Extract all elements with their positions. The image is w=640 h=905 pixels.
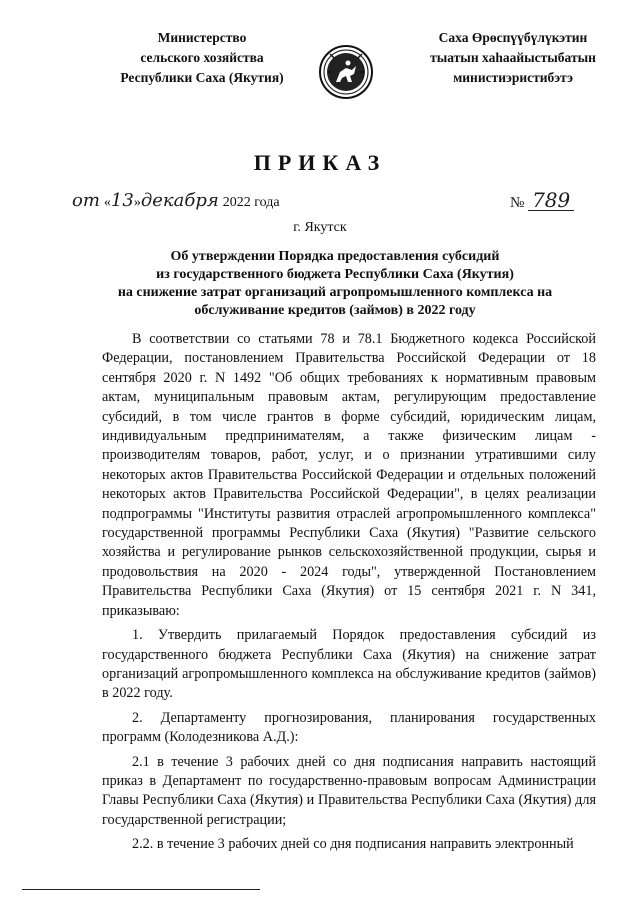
ministry-name-line: министиэристибэтэ [453, 70, 573, 85]
preamble-paragraph: В соответствии со статьями 78 и 78.1 Бюджетного кодекса Российской Федерации, постановлением Правительства Российской Федерации от 18 сентября 2020 г. N 1492 "Об общих требованиях к нормативным правовым актам, муниципальным правовым актам, регулирующим предоставление субсидий, в том числе грантов в форме субсидий, юридическим лицам, индивидуальным предпринимателям, а также физическим лицам - производителям товаров, работ, услуг, и о признании утратившими силу некоторых актов Правительства Российской Федерации и отдельных положений некоторых актов Правительства Российской Федерации", в целях реализации подпрограммы "Институты развития отраслей агропромышленного комплекса" государственной программы Республики Саха (Якутия) "Развитие сельского хозяйства и регулирование рынков сельскохозяйственной продукции, сырья и продовольствия на 2020 - 2024 годы", утвержденной Постановлением Правительства Республики Саха (Якутия) от 15 сентября 2021 г. N 341, приказываю: [102, 331, 596, 619]
order-body [102, 330, 596, 859]
order-number [510, 190, 574, 212]
republic-sakha-emblem-icon [318, 44, 374, 100]
clause-2-2-paragraph: 2.2. в течение 3 рабочих дней со дня подписания направить электронный [132, 836, 574, 853]
ministry-name-line: Министерство [157, 30, 247, 45]
ministry-name-yakut [402, 28, 624, 88]
clause-1-paragraph: 1. Утвердить прилагаемый Порядок предоставления субсидий из государственного бюджета Республики Саха (Якутия) на снижение затрат организаций агропромышленного комплекса на обслуживание кредитов (займов) в 2022 году. [102, 627, 596, 702]
clause-2-1-paragraph: 2.1 в течение 3 рабочих дней со дня подписания направить настоящий приказ в Департамент по государственно-правовым вопросам Администрации Главы Республики Саха (Якутия) и Правительства Республики Саха (Якутия) для государственной регистрации; [102, 753, 596, 828]
ministry-name-line: сельского хозяйства [140, 50, 264, 65]
city: г. Якутск [293, 220, 347, 235]
order-date [72, 190, 280, 211]
subject-line: Об утверждении Порядка предоставления субсидий [170, 249, 500, 264]
number-value: 789 [528, 190, 574, 211]
ministry-name-line: тыатын хаһаайыстыбатын [430, 50, 596, 65]
ministry-name-russian [102, 28, 302, 88]
document-title: ПРИКАЗ [253, 150, 387, 175]
order-subject [100, 248, 570, 320]
date-month: декабря [140, 190, 219, 211]
subject-line: на снижение затрат организаций агропромышленного комплекса на [117, 285, 553, 300]
date-open-quote: « [103, 195, 111, 210]
clause-2-paragraph: 2. Департаменту прогнозирования, планирования государственных программ (Колодезникова А.Д.): [102, 709, 596, 746]
date-prefix: от [72, 190, 100, 211]
date-year: 2022 года [222, 195, 280, 210]
number-prefix: № [510, 195, 525, 211]
date-close-quote: » [133, 195, 141, 210]
footnote-separator [22, 889, 260, 890]
subject-line: из государственного бюджета Республики Саха (Якутия) [156, 267, 514, 282]
date-day: 13 [110, 190, 134, 211]
subject-line: обслуживание кредитов (займов) в 2022 году [194, 303, 476, 318]
ministry-name-line: Республики Саха (Якутия) [120, 70, 284, 85]
ministry-name-line: Саха Өрөспүүбүлүкэтин [438, 30, 588, 45]
